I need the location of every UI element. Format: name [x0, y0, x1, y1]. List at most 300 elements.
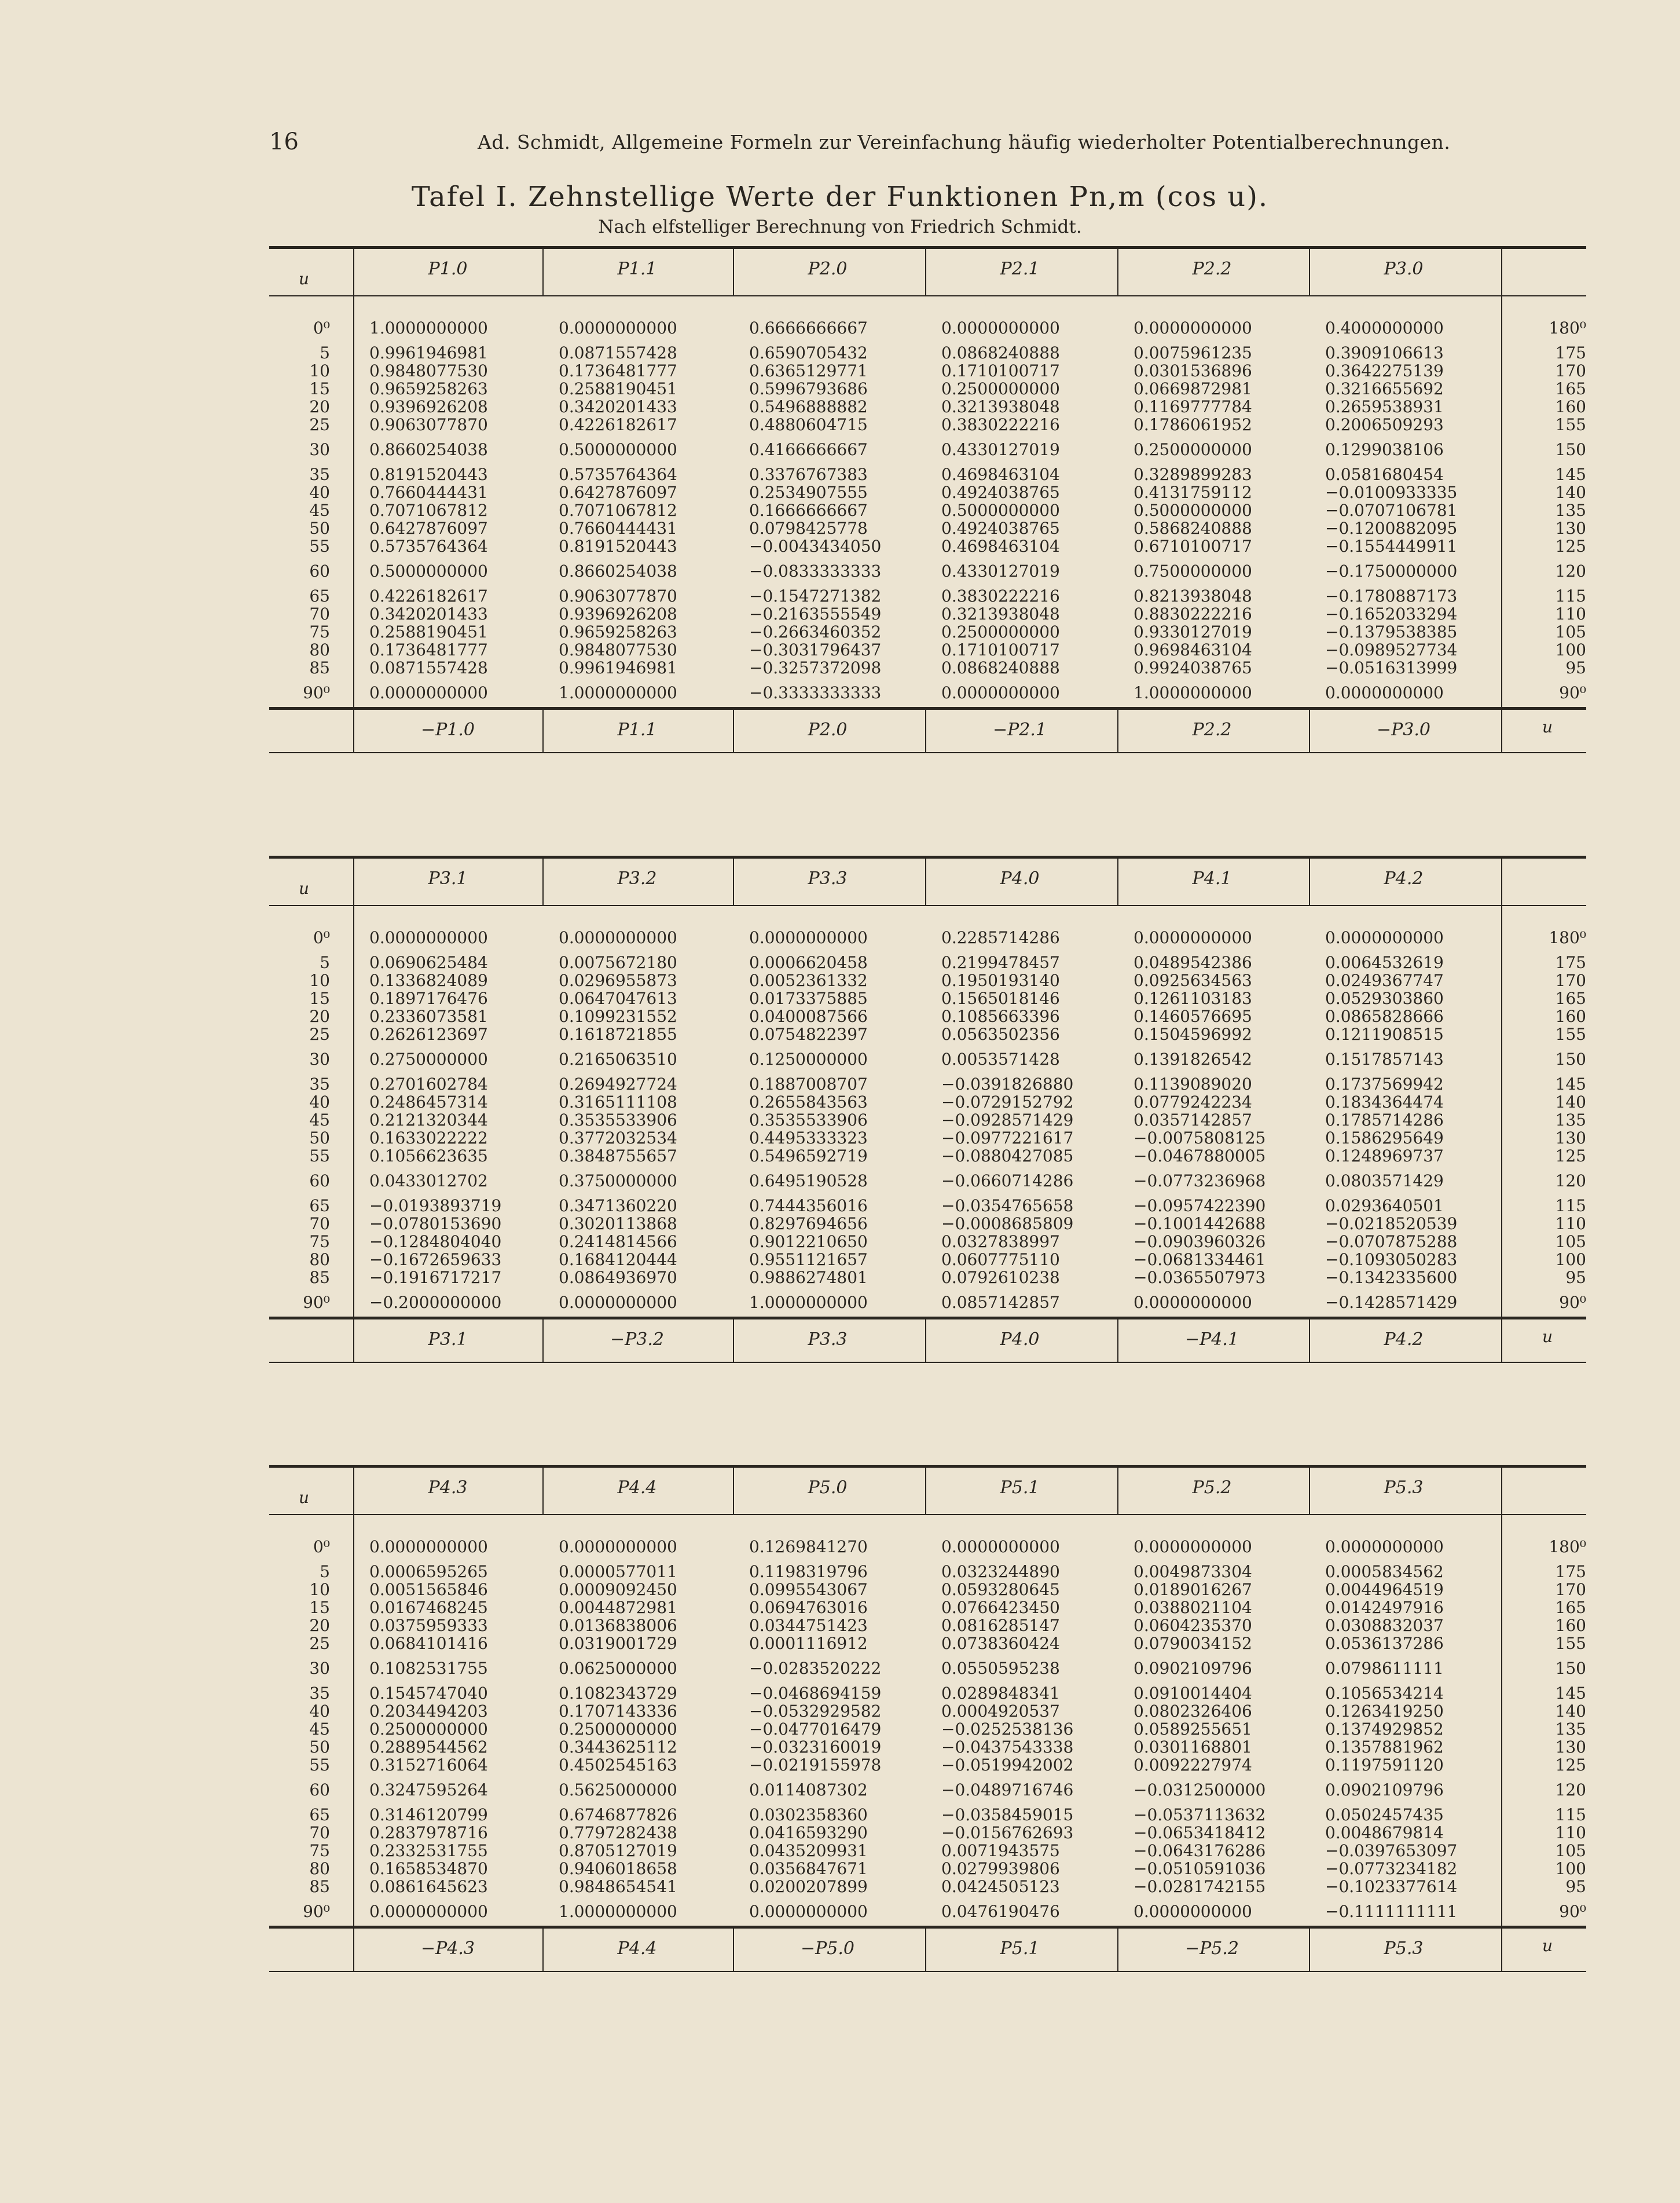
- table-row: [269, 683, 1586, 701]
- column-divider: [925, 246, 926, 295]
- angle-left: 60: [309, 1780, 330, 1799]
- table-cell: 0.0669872981: [1134, 379, 1252, 398]
- table-cell: −0.0218520539: [1325, 1214, 1458, 1233]
- angle-right: 175: [1555, 343, 1586, 362]
- angle-left: 5: [320, 1562, 330, 1581]
- table-cell: 0.0000000000: [1325, 1537, 1444, 1556]
- table-cell: 0.9924038765: [1134, 658, 1252, 677]
- angle-right: 180⁰: [1549, 318, 1586, 338]
- table-cell: 0.0000000000: [941, 683, 1060, 702]
- running-title: Ad. Schmidt, Allgemeine Formeln zur Vereinfachung häufig wiederholter Potentialberechnungen.: [478, 131, 1451, 153]
- table-row: [269, 1755, 1586, 1773]
- table-row: [269, 501, 1586, 519]
- angle-left: 30: [309, 1050, 330, 1069]
- table-cell: 0.0357142857: [1134, 1110, 1252, 1130]
- angle-right: 150: [1555, 440, 1586, 459]
- top-rule: [269, 856, 1586, 859]
- angle-left: 70: [309, 1214, 330, 1233]
- table-cell: 0.2588190451: [369, 622, 488, 642]
- table-cell: 0.9848077530: [559, 640, 677, 659]
- table-cell: −0.1379538385: [1325, 622, 1458, 642]
- table-cell: −0.0467880005: [1134, 1146, 1266, 1165]
- table-cell: 0.8213938048: [1134, 587, 1252, 606]
- table-row: [269, 1902, 1586, 1920]
- table-cell: 0.1504596992: [1134, 1025, 1252, 1044]
- table-cell: −0.0653418412: [1134, 1823, 1266, 1842]
- table-cell: 0.0001116912: [749, 1634, 868, 1653]
- table-row: [269, 465, 1586, 483]
- column-header: P3.0: [1384, 259, 1424, 279]
- angle-left: 15: [309, 989, 330, 1008]
- table-cell: 0.0289848341: [941, 1684, 1060, 1703]
- table-cell: 0.0049873304: [1134, 1562, 1252, 1581]
- table-cell: 0.7797282438: [559, 1823, 677, 1842]
- table-cell: 0.6427876097: [369, 519, 488, 538]
- column-divider: [925, 1465, 926, 1514]
- table-cell: 0.1085663396: [941, 1007, 1060, 1026]
- table-row: [269, 379, 1586, 397]
- table-cell: −0.0880427085: [941, 1146, 1074, 1165]
- table-cell: −0.0156762693: [941, 1823, 1074, 1842]
- table-cell: 0.8660254038: [559, 562, 677, 581]
- table-cell: −0.0437543338: [941, 1738, 1074, 1757]
- table-cell: 0.1082531755: [369, 1659, 488, 1678]
- table-cell: −0.0252538136: [941, 1720, 1074, 1739]
- table-cell: 0.2750000000: [369, 1050, 488, 1069]
- table-cell: 0.0173375885: [749, 989, 868, 1008]
- angle-right: 95: [1565, 1877, 1586, 1896]
- table-cell: 0.7660444431: [559, 519, 677, 538]
- table-row: [269, 1110, 1586, 1128]
- table-cell: 0.9330127019: [1134, 622, 1252, 642]
- angle-right: 180⁰: [1549, 928, 1586, 947]
- table-cell: 0.1517857143: [1325, 1050, 1444, 1069]
- angle-right: 110: [1555, 1214, 1586, 1233]
- table-cell: 0.1658534870: [369, 1859, 488, 1878]
- header-rule: [269, 1514, 1586, 1515]
- table-cell: −0.0358459015: [941, 1805, 1074, 1824]
- angle-left: 10: [309, 1580, 330, 1599]
- table-cell: 0.0861645623: [369, 1877, 488, 1896]
- table-cell: 0.5496592719: [749, 1146, 868, 1165]
- table-cell: 0.3848755657: [559, 1146, 677, 1165]
- table-cell: 0.0075672180: [559, 953, 677, 972]
- table-cell: 1.0000000000: [749, 1293, 868, 1312]
- table-cell: 0.1684120444: [559, 1250, 677, 1269]
- page-number: 16: [269, 129, 299, 155]
- table-cell: 0.0344751423: [749, 1616, 868, 1635]
- table-cell: 0.9698463104: [1134, 640, 1252, 659]
- table-cell: −0.0489716746: [941, 1780, 1074, 1799]
- angle-left: 60: [309, 1171, 330, 1190]
- table-cell: −0.0537113632: [1134, 1805, 1266, 1824]
- table-cell: 0.0910014404: [1134, 1684, 1252, 1703]
- angle-left: 75: [309, 1841, 330, 1860]
- table-cell: 0.0902109796: [1134, 1659, 1252, 1678]
- table-cell: 0.0000000000: [369, 683, 488, 702]
- table-row: [269, 440, 1586, 458]
- angle-left: 90⁰: [303, 683, 330, 702]
- angle-left: 50: [309, 1738, 330, 1757]
- table-cell: −0.1023377614: [1325, 1877, 1458, 1896]
- u-header-label: u: [298, 269, 310, 288]
- table-cell: 0.2500000000: [941, 622, 1060, 642]
- angle-left: 15: [309, 1598, 330, 1617]
- table-cell: 0.0308832037: [1325, 1616, 1444, 1635]
- angle-right: 160: [1555, 397, 1586, 416]
- table-cell: 0.1545747040: [369, 1684, 488, 1703]
- table-row: [269, 1093, 1586, 1110]
- top-rule: [269, 246, 1586, 249]
- table-cell: −0.2000000000: [369, 1293, 502, 1312]
- table-cell: 0.1197591120: [1325, 1755, 1444, 1775]
- table-cell: 0.9063077870: [559, 587, 677, 606]
- table-cell: 0.2588190451: [559, 379, 677, 398]
- table-cell: 0.2165063510: [559, 1050, 677, 1069]
- u-footer-label: u: [1542, 717, 1553, 736]
- table-cell: 0.0424505123: [941, 1877, 1060, 1896]
- table-cell: 0.0400087566: [749, 1007, 868, 1026]
- table-row: [269, 1128, 1586, 1146]
- table-cell: 0.0868240888: [941, 343, 1060, 362]
- table-cell: 1.0000000000: [1134, 683, 1252, 702]
- angle-right: 100: [1555, 1859, 1586, 1878]
- angle-right: 175: [1555, 1562, 1586, 1581]
- table-subtitle: Nach elfstelliger Berechnung von Friedrich Schmidt.: [598, 217, 1082, 237]
- table-cell: 0.2655843563: [749, 1093, 868, 1112]
- table-cell: 0.3471360220: [559, 1196, 677, 1215]
- table-cell: 0.5868240888: [1134, 519, 1252, 538]
- column-footer: −P3.0: [1376, 720, 1431, 740]
- table-cell: −0.0323160019: [749, 1738, 882, 1757]
- table-cell: 0.7444356016: [749, 1196, 868, 1215]
- angle-right: 165: [1555, 379, 1586, 398]
- table-cell: 0.4924038765: [941, 483, 1060, 502]
- table-cell: 0.4226182617: [559, 415, 677, 434]
- table-cell: 0.8660254038: [369, 440, 488, 459]
- table-cell: 0.4000000000: [1325, 318, 1444, 338]
- table-row: [269, 1738, 1586, 1755]
- angle-left: 20: [309, 1007, 330, 1026]
- angle-right: 155: [1555, 415, 1586, 434]
- table-cell: −0.0510591036: [1134, 1859, 1266, 1878]
- table-row: [269, 1877, 1586, 1895]
- table-cell: 0.9063077870: [369, 415, 488, 434]
- table-cell: 0.0871557428: [559, 343, 677, 362]
- table-block: [269, 856, 1586, 1435]
- table-cell: 0.0000000000: [1134, 1537, 1252, 1556]
- table-cell: 0.0142497916: [1325, 1598, 1444, 1617]
- table-cell: −0.0707875288: [1325, 1232, 1458, 1251]
- table-cell: 0.6710100717: [1134, 537, 1252, 556]
- angle-right: 135: [1555, 1110, 1586, 1130]
- bottom-rule: [269, 1926, 1586, 1929]
- table-cell: 0.1737569942: [1325, 1075, 1444, 1094]
- table-row: [269, 1859, 1586, 1877]
- table-row: [269, 1232, 1586, 1250]
- table-row: [269, 971, 1586, 989]
- angle-left: 10: [309, 361, 330, 380]
- table-cell: 0.2336073581: [369, 1007, 488, 1026]
- table-block: [269, 1465, 1586, 2044]
- table-cell: 0.6666666667: [749, 318, 868, 338]
- table-row: [269, 1146, 1586, 1164]
- angle-right: 165: [1555, 989, 1586, 1008]
- table-cell: 0.0114087302: [749, 1780, 868, 1799]
- running-head: [269, 129, 1451, 157]
- table-cell: −0.1547271382: [749, 587, 882, 606]
- angle-right: 125: [1555, 1755, 1586, 1775]
- column-divider: [542, 856, 544, 905]
- angle-right: 105: [1555, 1841, 1586, 1860]
- angle-left: 0⁰: [313, 318, 330, 338]
- angle-right: 150: [1555, 1050, 1586, 1069]
- table-cell: 0.3165111108: [559, 1093, 677, 1112]
- u-footer-label: u: [1542, 1936, 1553, 1955]
- table-cell: 0.0000000000: [559, 1293, 677, 1312]
- table-cell: 0.0051565846: [369, 1580, 488, 1599]
- table-cell: 0.0000000000: [369, 1902, 488, 1921]
- angle-right: 145: [1555, 1684, 1586, 1703]
- table-cell: 0.6590705432: [749, 343, 868, 362]
- table-cell: 0.6746877826: [559, 1805, 677, 1824]
- table-cell: 0.1586295649: [1325, 1128, 1444, 1148]
- table-cell: 0.7071067812: [369, 501, 488, 520]
- column-footer: P5.1: [1000, 1938, 1040, 1959]
- angle-right: 110: [1555, 604, 1586, 624]
- column-header: P5.2: [1192, 1478, 1232, 1498]
- column-header: P1.1: [617, 259, 657, 279]
- table-cell: 0.4698463104: [941, 537, 1060, 556]
- angle-right: 135: [1555, 501, 1586, 520]
- table-row: [269, 1702, 1586, 1720]
- table-cell: −0.0075808125: [1134, 1128, 1266, 1148]
- table-cell: 0.3443625112: [559, 1738, 677, 1757]
- table-cell: 0.5625000000: [559, 1780, 677, 1799]
- table-cell: −0.2663460352: [749, 622, 882, 642]
- table-cell: 0.6365129771: [749, 361, 868, 380]
- angle-right: 170: [1555, 361, 1586, 380]
- column-header: P3.1: [428, 868, 468, 889]
- table-row: [269, 562, 1586, 580]
- table-cell: −0.0519942002: [941, 1755, 1074, 1775]
- column-divider: [1309, 246, 1310, 295]
- table-cell: 0.9396926208: [559, 604, 677, 624]
- table-cell: −0.2163555549: [749, 604, 882, 624]
- angle-right: 145: [1555, 1075, 1586, 1094]
- table-cell: 0.1211908515: [1325, 1025, 1444, 1044]
- table-cell: 0.0589255651: [1134, 1720, 1252, 1739]
- table-cell: 0.3750000000: [559, 1171, 677, 1190]
- bottom-rule: [269, 707, 1586, 710]
- table-cell: −0.0391826880: [941, 1075, 1074, 1094]
- footer-rule: [269, 1362, 1586, 1363]
- table-cell: −0.0283520222: [749, 1659, 882, 1678]
- table-row: [269, 1075, 1586, 1093]
- table-cell: 0.0136838006: [559, 1616, 677, 1635]
- table-cell: 0.0607775110: [941, 1250, 1060, 1269]
- table-block: [269, 246, 1586, 825]
- angle-right: 125: [1555, 537, 1586, 556]
- table-row: [269, 658, 1586, 676]
- table-cell: 0.1950193140: [941, 971, 1060, 990]
- table-cell: 0.9886274801: [749, 1268, 868, 1287]
- column-footer: −P5.2: [1184, 1938, 1239, 1959]
- column-header: P2.1: [1000, 259, 1040, 279]
- table-cell: 0.5000000000: [369, 562, 488, 581]
- table-cell: 0.0301536896: [1134, 361, 1252, 380]
- table-cell: 0.3213938048: [941, 397, 1060, 416]
- angle-left: 25: [309, 415, 330, 434]
- table-cell: 0.1248969737: [1325, 1146, 1444, 1165]
- table-cell: 0.0004920537: [941, 1702, 1060, 1721]
- table-cell: 0.9551121657: [749, 1250, 868, 1269]
- table-cell: 0.0476190476: [941, 1902, 1060, 1921]
- column-footer: P2.0: [808, 720, 848, 740]
- table-cell: −0.0008685809: [941, 1214, 1074, 1233]
- table-cell: 0.3213938048: [941, 604, 1060, 624]
- angle-right: 160: [1555, 1616, 1586, 1635]
- table-cell: 0.0000000000: [749, 928, 868, 947]
- table-row: [269, 1250, 1586, 1268]
- table-cell: −0.0707106781: [1325, 501, 1458, 520]
- table-cell: −0.0773234182: [1325, 1859, 1458, 1878]
- angle-right: 175: [1555, 953, 1586, 972]
- table-cell: 0.5000000000: [941, 501, 1060, 520]
- angle-left: 45: [309, 1110, 330, 1130]
- table-cell: 0.0581680454: [1325, 465, 1444, 484]
- table-cell: 0.3146120799: [369, 1805, 488, 1824]
- table-cell: 0.0000000000: [559, 928, 677, 947]
- table-row: [269, 587, 1586, 604]
- table-cell: 1.0000000000: [559, 1902, 677, 1921]
- table-cell: 0.4502545163: [559, 1755, 677, 1775]
- column-header: P5.3: [1384, 1478, 1424, 1498]
- table-cell: 0.4330127019: [941, 440, 1060, 459]
- angle-left: 30: [309, 1659, 330, 1678]
- table-row: [269, 519, 1586, 537]
- table-cell: −0.1652033294: [1325, 604, 1458, 624]
- angle-left: 25: [309, 1025, 330, 1044]
- angle-right: 125: [1555, 1146, 1586, 1165]
- table-cell: 0.0000000000: [1134, 928, 1252, 947]
- angle-right: 140: [1555, 483, 1586, 502]
- table-cell: 0.0435209931: [749, 1841, 868, 1860]
- angle-left: 5: [320, 343, 330, 362]
- table-cell: −0.0989527734: [1325, 640, 1458, 659]
- table-cell: 0.0802326406: [1134, 1702, 1252, 1721]
- footer-rule: [269, 1971, 1586, 1972]
- table-cell: 0.0044872981: [559, 1598, 677, 1617]
- table-cell: 0.0489542386: [1134, 953, 1252, 972]
- table-cell: 0.0868240888: [941, 658, 1060, 677]
- angle-left: 70: [309, 1823, 330, 1842]
- table-cell: 0.8191520443: [369, 465, 488, 484]
- table-cell: 0.2500000000: [1134, 440, 1252, 459]
- table-cell: 0.0323244890: [941, 1562, 1060, 1581]
- table-cell: 0.0000000000: [749, 1902, 868, 1921]
- column-divider: [925, 856, 926, 905]
- table-cell: 0.0044964519: [1325, 1580, 1444, 1599]
- table-row: [269, 1720, 1586, 1738]
- angle-right: 170: [1555, 1580, 1586, 1599]
- table-cell: 0.0327838997: [941, 1232, 1060, 1251]
- table-cell: 0.0798611111: [1325, 1659, 1444, 1678]
- angle-left: 50: [309, 519, 330, 538]
- angle-left: 60: [309, 562, 330, 581]
- angle-right: 170: [1555, 971, 1586, 990]
- column-footer: −P1.0: [420, 720, 475, 740]
- table-cell: 0.5000000000: [1134, 501, 1252, 520]
- table-cell: 0.0865828666: [1325, 1007, 1444, 1026]
- angle-left: 45: [309, 501, 330, 520]
- angle-right: 180⁰: [1549, 1537, 1586, 1556]
- table-row: [269, 640, 1586, 658]
- table-cell: 0.0006595265: [369, 1562, 488, 1581]
- table-cell: 0.4698463104: [941, 465, 1060, 484]
- angle-left: 55: [309, 1146, 330, 1165]
- angle-left: 40: [309, 1093, 330, 1112]
- table-cell: −0.1093050283: [1325, 1250, 1458, 1269]
- table-cell: 0.5996793686: [749, 379, 868, 398]
- table-cell: 0.0249367747: [1325, 971, 1444, 990]
- table-cell: −0.0681334461: [1134, 1250, 1266, 1269]
- table-cell: 0.0375959333: [369, 1616, 488, 1635]
- table-cell: −0.0100933335: [1325, 483, 1458, 502]
- angle-left: 45: [309, 1720, 330, 1739]
- column-footer: P2.2: [1192, 720, 1232, 740]
- table-cell: 0.6427876097: [559, 483, 677, 502]
- table-cell: 0.0798425778: [749, 519, 868, 538]
- table-cell: 0.2285714286: [941, 928, 1060, 947]
- table-cell: 0.4166666667: [749, 440, 868, 459]
- table-row: [269, 537, 1586, 555]
- column-header: P4.4: [617, 1478, 657, 1498]
- table-cell: 0.0000000000: [1325, 683, 1444, 702]
- angle-left: 5: [320, 953, 330, 972]
- table-cell: 0.9848654541: [559, 1877, 677, 1896]
- table-cell: 0.3772032534: [559, 1128, 677, 1148]
- table-row: [269, 361, 1586, 379]
- angle-right: 115: [1555, 1805, 1586, 1824]
- table-cell: 0.7500000000: [1134, 562, 1252, 581]
- table-cell: 0.7660444431: [369, 483, 488, 502]
- table-row: [269, 1780, 1586, 1798]
- table-row: [269, 483, 1586, 501]
- table-row: [269, 1293, 1586, 1311]
- table-cell: 0.1565018146: [941, 989, 1060, 1008]
- table-cell: 0.1391826542: [1134, 1050, 1252, 1069]
- table-cell: −0.0977221617: [941, 1128, 1074, 1148]
- column-footer: P4.0: [1000, 1329, 1040, 1350]
- column-footer: P5.3: [1384, 1938, 1424, 1959]
- table-row: [269, 1659, 1586, 1677]
- table-cell: 0.4924038765: [941, 519, 1060, 538]
- table-cell: 0.8297694656: [749, 1214, 868, 1233]
- angle-right: 140: [1555, 1702, 1586, 1721]
- table-cell: −0.1342335600: [1325, 1268, 1458, 1287]
- table-cell: 0.1082343729: [559, 1684, 677, 1703]
- column-divider: [1309, 856, 1310, 905]
- table-cell: 0.1785714286: [1325, 1110, 1444, 1130]
- table-cell: 0.0792610238: [941, 1268, 1060, 1287]
- table-cell: 0.0279939806: [941, 1859, 1060, 1878]
- angle-left: 80: [309, 1250, 330, 1269]
- angle-right: 95: [1565, 1268, 1586, 1287]
- table-cell: 0.1834364474: [1325, 1093, 1444, 1112]
- table-cell: 0.1710100717: [941, 361, 1060, 380]
- table-cell: 0.8191520443: [559, 537, 677, 556]
